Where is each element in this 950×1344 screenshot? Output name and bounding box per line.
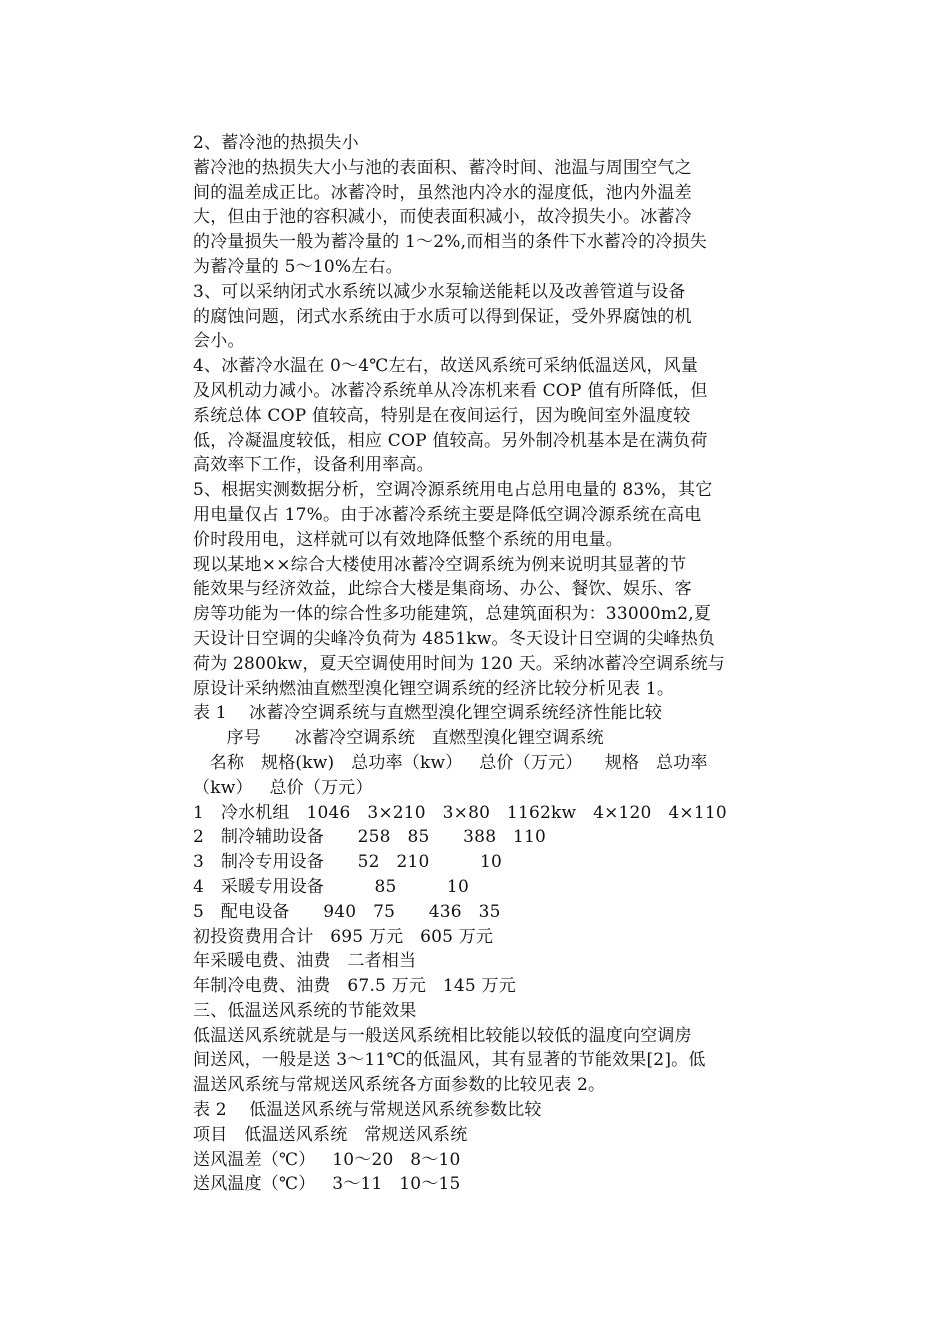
paragraph-line: 间的温差成正比。冰蓄冷时，虽然池内冷水的湿度低，池内外温差 xyxy=(193,182,692,203)
table-1-row: 4 采暖专用设备 85 10 xyxy=(193,876,469,897)
paragraph-line: 的冷量损失一般为蓄冷量的 1～2%,而相当的条件下水蓄冷的冷损失 xyxy=(193,232,707,253)
table-1-row: 5 配电设备 940 75 436 35 xyxy=(193,901,501,922)
table-1-row: 初投资费用合计 695 万元 605 万元 xyxy=(193,926,494,947)
paragraph-line: 荷为 2800kw，夏天空调使用时间为 120 天。采纳冰蓄冷空调系统与 xyxy=(193,653,725,674)
table-1-header-row: 名称 规格(kw) 总功率（kw） 总价（万元） 规格 总功率 xyxy=(193,752,708,773)
paragraph-line: 的腐蚀问题，闭式水系统由于水质可以得到保证，受外界腐蚀的机 xyxy=(193,306,692,327)
table-2-row: 送风温差（℃） 10～20 8～10 xyxy=(193,1149,461,1170)
section-heading-2: 2、蓄冷池的热损失小 xyxy=(193,133,359,153)
paragraph-line: 高效率下工作，设备利用率高。 xyxy=(193,455,434,476)
paragraph-line: 低，冷凝温度较低，相应 COP 值较高。另外制冷机基本是在满负荷 xyxy=(193,430,708,451)
paragraph-line: 原设计采纳燃油直燃型溴化锂空调系统的经济比较分析见表 1。 xyxy=(193,678,675,699)
paragraph-line: 用电量仅占 17%。由于冰蓄冷系统主要是降低空调冷源系统在高电 xyxy=(193,504,702,525)
table-1-row: 2 制冷辅助设备 258 85 388 110 xyxy=(193,827,547,848)
table-1-header-row: 序号 冰蓄冷空调系统 直燃型溴化锂空调系统 xyxy=(193,728,604,749)
table-1-row: 年采暖电费、油费 二者相当 xyxy=(193,951,417,972)
table-2-header-row: 项目 低温送风系统 常规送风系统 xyxy=(193,1124,468,1145)
table-1-caption: 表 1 冰蓄冷空调系统与直燃型溴化锂空调系统经济性能比较 xyxy=(193,703,663,724)
paragraph-line: 系统总体 COP 值较高，特别是在夜间运行，因为晚间室外温度较 xyxy=(193,405,691,426)
paragraph-line: 会小。 xyxy=(193,331,245,352)
section-heading-5: 5、根据实测数据分析，空调冷源系统用电占总用电量的 83%，其它 xyxy=(193,480,713,501)
table-2-caption: 表 2 低温送风系统与常规送风系统参数比较 xyxy=(193,1100,542,1121)
paragraph-line: 间送风，一般是送 3～11℃的低温风，其有显著的节能效果[2]。低 xyxy=(193,1050,706,1071)
section-heading-three: 三、低温送风系统的节能效果 xyxy=(193,1000,417,1021)
paragraph-line: 大，但由于池的容积减小，而使表面积减小，故冷损失小。冰蓄冷 xyxy=(193,207,692,228)
table-1-row: 1 冷水机组 1046 3×210 3×80 1162kw 4×120 4×110 xyxy=(193,802,727,823)
paragraph-line: 温送风系统与常规送风系统各方面参数的比较见表 2。 xyxy=(193,1075,606,1096)
table-1-row: 年制冷电费、油费 67.5 万元 145 万元 xyxy=(193,976,516,997)
paragraph-line: 房等功能为一体的综合性多功能建筑，总建筑面积为：33000m2,夏 xyxy=(193,604,712,625)
paragraph-line: 低温送风系统就是与一般送风系统相比较能以较低的温度向空调房 xyxy=(193,1025,692,1046)
paragraph-line: 为蓄冷量的 5～10%左右。 xyxy=(193,256,403,277)
table-1-row: 3 制冷专用设备 52 210 10 xyxy=(193,852,503,873)
section-heading-4: 4、冰蓄冷水温在 0～4℃左右，故送风系统可采纳低温送风，风量 xyxy=(193,356,699,377)
table-1-header-row: （kw） 总价（万元） xyxy=(193,777,373,798)
paragraph-line: 能效果与经济效益，此综合大楼是集商场、办公、餐饮、娱乐、客 xyxy=(193,579,692,600)
paragraph-line: 现以某地××综合大楼使用冰蓄冷空调系统为例来说明其显著的节 xyxy=(193,554,687,575)
paragraph-line: 价时段用电，这样就可以有效地降低整个系统的用电量。 xyxy=(193,529,623,550)
document-body xyxy=(193,131,763,1197)
paragraph-line: 蓄冷池的热损失大小与池的表面积、蓄冷时间、池温与周围空气之 xyxy=(193,157,692,178)
paragraph-line: 天设计日空调的尖峰冷负荷为 4851kw。冬天设计日空调的尖峰热负 xyxy=(193,628,716,649)
section-heading-3: 3、可以采纳闭式水系统以减少水泵输送能耗以及改善管道与设备 xyxy=(193,281,686,302)
table-2-row: 送风温度（℃） 3～11 10～15 xyxy=(193,1174,461,1195)
paragraph-line: 及风机动力减小。冰蓄冷系统单从冷冻机来看 COP 值有所降低，但 xyxy=(193,380,708,401)
